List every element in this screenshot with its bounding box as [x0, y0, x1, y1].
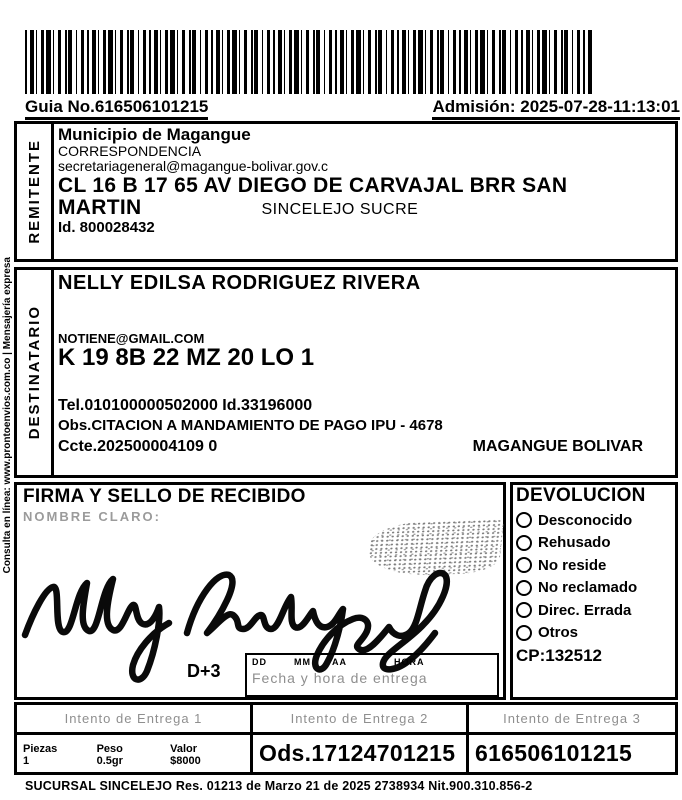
return-option-no-reside[interactable] [516, 556, 675, 575]
pieces-value: 1 [23, 754, 30, 767]
sender-section [14, 121, 678, 262]
return-option-rehusado[interactable] [516, 533, 675, 552]
recipient-observations: Obs.CITACION A MANDAMIENTO DE PAGO IPU - 4678 [58, 417, 443, 434]
return-section [510, 482, 678, 700]
pieces-cell [23, 743, 97, 767]
online-query-note-text: Consulta en línea: www.prontoenvios.com.co | Mensajería expresa [2, 256, 13, 574]
radio-icon[interactable] [516, 535, 532, 551]
value-amount: $8000 [170, 754, 201, 767]
recipient-tel-id: Tel.010100000502000 Id.33196000 [58, 397, 313, 414]
recipient-name: NELLY EDILSA RODRIGUEZ RIVERA [58, 272, 421, 294]
recipient-section-label: DESTINATARIO [25, 305, 43, 440]
recipient-account: Ccte.202500004109 0 [58, 438, 218, 455]
sender-content [58, 126, 673, 257]
value-cell [170, 743, 244, 767]
attempt-2-column [250, 705, 466, 772]
weight-value: 0.5gr [96, 754, 123, 767]
return-option-label: Otros [538, 624, 579, 641]
postal-code: CP:132512 [516, 646, 603, 665]
delivery-attempts-table [14, 702, 678, 775]
signature-section [14, 482, 506, 700]
date-col-hora: HORA [394, 657, 425, 667]
sender-section-label: REMITENTE [25, 139, 43, 244]
return-option-no-reclamado[interactable] [516, 578, 675, 597]
sender-section-strip [17, 124, 54, 259]
branch-footer: SUCURSAL SINCELEJO Res. 01213 de Marzo 21 de 2025 2738934 Nit.900.310.856-2 [25, 779, 533, 793]
attempt-1-column [17, 705, 250, 772]
date-col-aa: AA [332, 657, 347, 667]
radio-icon[interactable] [516, 580, 532, 596]
date-col-mm: MM [294, 657, 311, 667]
date-col-dd: DD [252, 657, 267, 667]
return-option-label: No reclamado [538, 579, 638, 596]
delivery-date-caption: Fecha y hora de entrega [252, 670, 428, 686]
pieces-label: Piezas [23, 742, 58, 755]
recipient-address: K 19 8B 22 MZ 20 LO 1 [58, 344, 315, 371]
return-option-label: Direc. Errada [538, 601, 632, 619]
guide-number: Guia No.616506101215 [25, 98, 208, 120]
ods-number: Ods.17124701215 [259, 740, 456, 766]
sender-email: secretariageneral@magangue-bolivar.gov.c [58, 158, 328, 175]
radio-icon[interactable] [516, 557, 532, 573]
return-option-otros[interactable] [516, 623, 675, 642]
attempt-1-header: Intento de Entrega 1 [17, 705, 250, 735]
online-query-note [0, 245, 15, 585]
return-option-label: Rehusado [538, 534, 611, 551]
radio-icon[interactable] [516, 602, 532, 618]
sender-address-line1: CL 16 B 17 65 AV DIEGO DE CARVAJAL BRR SAN [58, 173, 568, 197]
guide-number-bottom: 616506101215 [475, 740, 633, 766]
recipient-city: MAGANGUE BOLIVAR [472, 438, 643, 455]
value-label: Valor [170, 742, 198, 755]
attempt-3-column [466, 705, 675, 772]
return-section-title: DEVOLUCION [516, 485, 646, 506]
guide-header-row [25, 96, 680, 120]
attempt-3-header: Intento de Entrega 3 [469, 705, 675, 735]
sender-city: SINCELEJO SUCRE [261, 200, 419, 218]
radio-icon[interactable] [516, 512, 532, 528]
sender-id: Id. 800028432 [58, 218, 155, 236]
radio-icon[interactable] [516, 625, 532, 641]
weight-cell [97, 743, 171, 767]
sender-address-line2: MARTIN [58, 195, 142, 219]
recipient-section [14, 267, 678, 478]
recipient-content [58, 272, 673, 473]
recipient-section-strip [17, 270, 54, 475]
delivery-date-box [245, 653, 499, 697]
attempt-2-header: Intento de Entrega 2 [253, 705, 466, 735]
admission-datetime: Admisión: 2025-07-28-11:13:01 [432, 98, 680, 120]
sla-code: D+3 [187, 661, 221, 681]
recipient-email: NOTIENE@GMAIL.COM [58, 331, 205, 346]
sender-name: Municipio de Magangue [58, 125, 251, 144]
barcode [25, 30, 592, 94]
weight-label: Peso [96, 742, 123, 755]
return-option-direc-errada[interactable] [516, 601, 675, 620]
return-option-label: No reside [538, 556, 607, 574]
signature-section-title: FIRMA Y SELLO DE RECIBIDO [23, 486, 306, 507]
sender-area: CORRESPONDENCIA [58, 142, 202, 159]
return-option-desconocido[interactable] [516, 511, 675, 530]
clear-name-label: NOMBRE CLARO: [23, 509, 161, 524]
return-option-label: Desconocido [538, 511, 633, 529]
